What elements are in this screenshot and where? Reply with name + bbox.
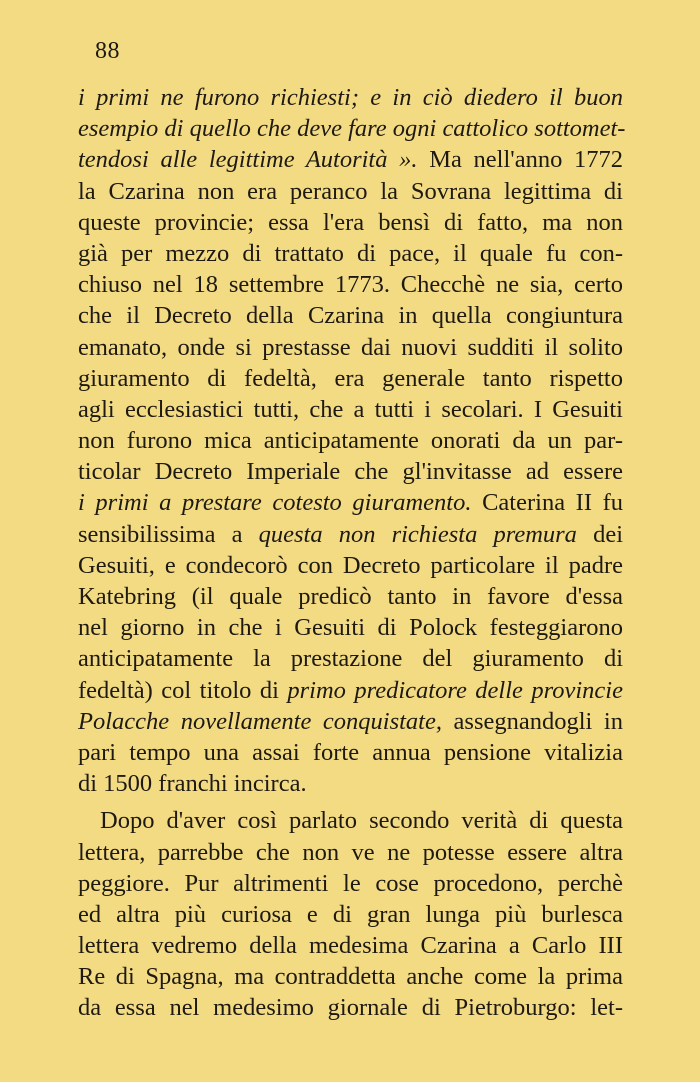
text-line (78, 456, 623, 487)
text-line (78, 868, 623, 899)
text-line (78, 643, 623, 674)
text-line (78, 768, 623, 799)
text-line (78, 363, 623, 394)
text-line (78, 737, 623, 768)
body-text (78, 82, 626, 1024)
text-run: pari tempo una assai forte annua pensione vitalizia (78, 738, 623, 766)
text-run: Dopo d'aver così parlato secondo verità di questa (100, 807, 623, 835)
text-line (78, 113, 626, 144)
text-line (78, 332, 623, 363)
text-run: la Czarina non era peranco la Sovrana legittima di (78, 177, 623, 205)
text-line (78, 207, 623, 238)
text-run: Katebring (il quale predicò tanto in favore d'essa (78, 583, 623, 610)
text-line (78, 487, 623, 518)
text-run: agli ecclesiastici tutti, che a tutti i secolari. I Gesuiti (78, 395, 623, 423)
text-line (78, 300, 623, 331)
text-line (78, 837, 623, 868)
italic-text: Polacche novellamente conquistate, (78, 707, 442, 735)
italic-text: esempio di quello che deve fare ogni cattolico sottomet- (78, 115, 626, 143)
text-line (78, 930, 623, 961)
text-line (78, 612, 623, 643)
text-line (78, 961, 623, 992)
text-run: peggiore. Pur altrimenti le cose procedono, perchè (78, 869, 623, 897)
text-run: assegnandogli in (441, 707, 623, 735)
text-line (78, 519, 623, 550)
italic-text: tendosi alle legittime Autorità ». (78, 146, 418, 174)
text-line (78, 394, 623, 425)
text-line (78, 269, 623, 300)
italic-text: i primi a prestare cotesto giuramento. (78, 489, 472, 517)
text-line (78, 805, 623, 836)
text-run: che il Decreto della Czarina in quella congiuntura (78, 302, 623, 330)
text-line (78, 675, 623, 706)
text-run: Re di Spagna, ma contraddetta anche come la prima (78, 963, 623, 991)
text-line (78, 238, 623, 269)
text-run: sensibilissima a (78, 520, 259, 548)
text-run: non furono mica anticipatamente onorati da un par- (78, 427, 623, 455)
page-number: 88 (95, 38, 120, 64)
text-line (78, 144, 623, 175)
text-run: dei (576, 520, 623, 548)
text-run: già per mezzo di trattato di pace, il quale fu con- (78, 239, 623, 267)
text-run: Ma nell'anno 1772 (417, 146, 624, 174)
text-line (78, 425, 623, 456)
text-line (78, 706, 623, 737)
italic-text: questa non richiesta premura (258, 520, 577, 548)
text-run: ticolar Decreto Imperiale che gl'invitasse ad essere (78, 458, 623, 486)
text-line (78, 176, 623, 207)
text-run: lettera, parrebbe che non ve ne potesse essere altra (78, 838, 623, 866)
text-run: chiuso nel 18 settembre 1773. Checchè ne sia, certo (78, 271, 623, 299)
text-run: Caterina II fu (471, 489, 623, 517)
text-run: ed altra più curiosa e di gran lunga più burlesca (78, 900, 623, 928)
italic-text: primo predicatore delle provincie (287, 676, 623, 704)
text-line (78, 581, 623, 612)
text-line (78, 992, 623, 1023)
text-run: anticipatamente la prestazione del giuramento di (78, 645, 623, 673)
text-run: fedeltà) col titolo di (78, 676, 288, 704)
italic-text: i primi ne furono richiesti; e in ciò diedero il buon (78, 84, 623, 111)
text-line (78, 550, 623, 581)
text-line (78, 82, 623, 113)
text-run: di 1500 franchi incirca. (78, 770, 307, 798)
text-run: lettera vedremo della medesima Czarina a Carlo III (78, 932, 623, 960)
text-run: Gesuiti, e condecorò con Decreto particolare il padre (78, 551, 623, 579)
text-run: giuramento di fedeltà, era generale tanto rispetto (78, 364, 623, 392)
text-run: queste provincie; essa l'era bensì di fatto, ma non (78, 208, 623, 236)
text-line (78, 899, 623, 930)
text-run: emanato, onde si prestasse dai nuovi sudditi il solito (78, 333, 623, 361)
text-run: da essa nel medesimo giornale di Pietroburgo: let- (78, 994, 623, 1022)
text-run: nel giorno in che i Gesuiti di Polock festeggiarono (78, 614, 623, 642)
